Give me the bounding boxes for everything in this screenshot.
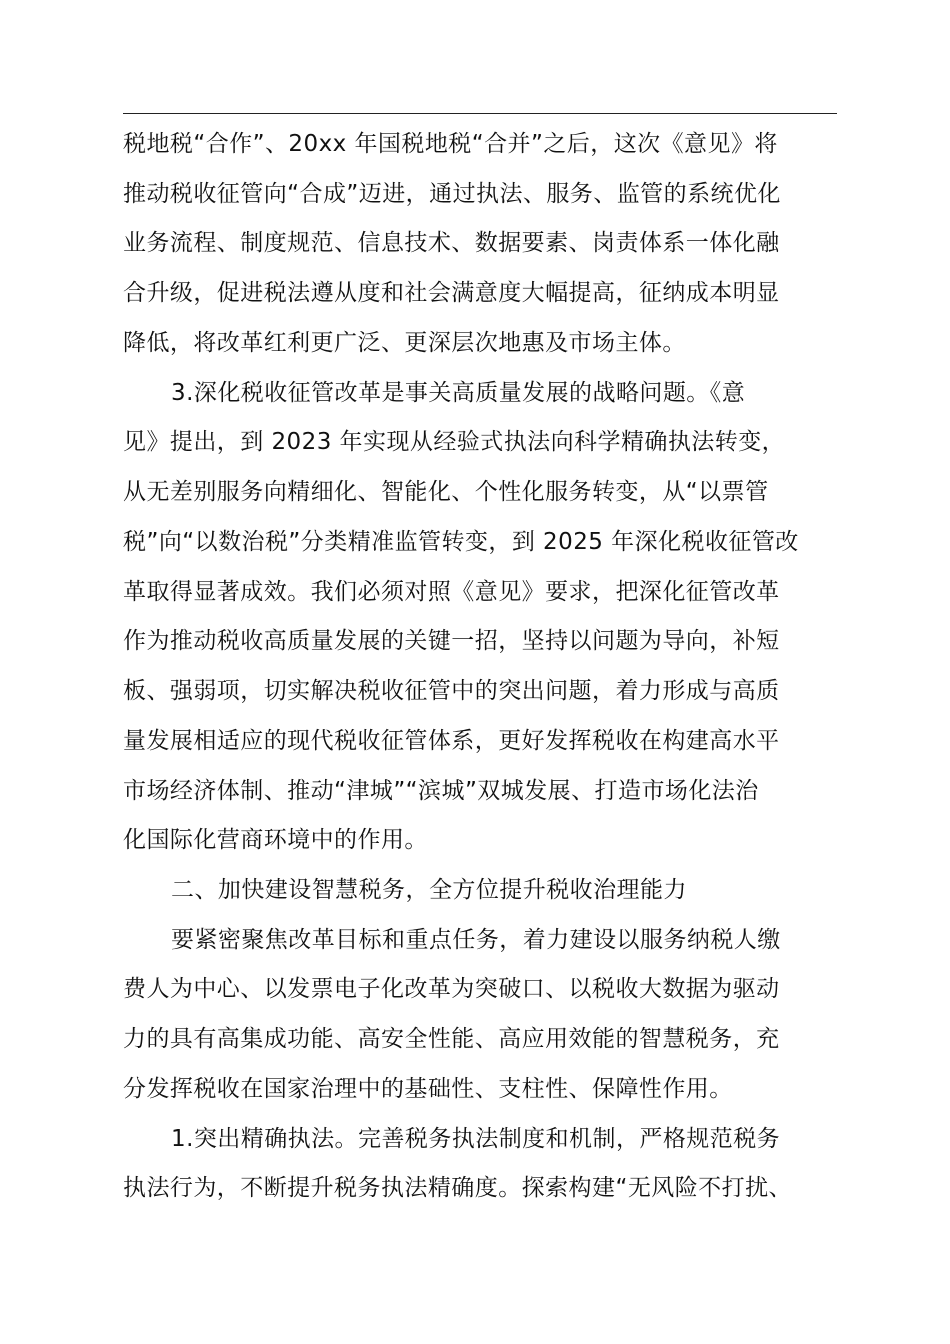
text-line: 合升级，促进税法遵从度和社会满意度大幅提高，征纳成本明显 bbox=[123, 280, 780, 306]
section-heading: 二、加快建设智慧税务，全方位提升税收治理能力 bbox=[171, 877, 687, 903]
text-line: 业务流程、制度规范、信息技术、数据要素、岗责体系一体化融 bbox=[123, 230, 780, 256]
text-line: 化国际化营商环境中的作用。 bbox=[123, 827, 428, 853]
text-line: 费人为中心、以发票电子化改革为突破口、以税收大数据为驱动 bbox=[123, 976, 780, 1002]
text-line: 板、强弱项，切实解决税收征管中的突出问题，着力形成与高质 bbox=[123, 678, 780, 704]
paragraph-start-line: 1.突出精确执法。完善税务执法制度和机制，严格规范税务 bbox=[171, 1126, 781, 1152]
text-line: 从无差别服务向精细化、智能化、个性化服务转变，从“以票管 bbox=[123, 479, 769, 505]
text-line: 革取得显著成效。我们必须对照《意见》要求，把深化征管改革 bbox=[123, 579, 780, 605]
text-line: 分发挥税收在国家治理中的基础性、支柱性、保障性作用。 bbox=[123, 1076, 733, 1102]
text-line: 力的具有高集成功能、高安全性能、高应用效能的智慧税务，充 bbox=[123, 1026, 780, 1052]
text-line: 市场经济体制、推动“津城”“滨城”双城发展、打造市场化法治 bbox=[123, 778, 759, 804]
header-rule bbox=[123, 113, 837, 114]
paragraph-start-line: 3.深化税收征管改革是事关高质量发展的战略问题。《意 bbox=[171, 380, 746, 406]
text-line: 税地税“合作”、20xx 年国税地税“合并”之后，这次《意见》将 bbox=[123, 131, 778, 157]
text-line: 见》提出，到 2023 年实现从经验式执法向科学精确执法转变， bbox=[123, 429, 786, 455]
text-line: 推动税收征管向“合成”迈进，通过执法、服务、监管的系统优化 bbox=[123, 181, 781, 207]
paragraph-start-line: 要紧密聚焦改革目标和重点任务，着力建设以服务纳税人缴 bbox=[171, 927, 781, 953]
text-line: 降低，将改革红利更广泛、更深层次地惠及市场主体。 bbox=[123, 330, 686, 356]
text-line: 税”向“以数治税”分类精准监管转变，到 2025 年深化税收征管改 bbox=[123, 529, 799, 555]
text-line: 量发展相适应的现代税收征管体系，更好发挥税收在构建高水平 bbox=[123, 728, 780, 754]
text-line: 执法行为，不断提升税务执法精确度。探索构建“无风险不打扰、 bbox=[123, 1175, 792, 1201]
text-line: 作为推动税收高质量发展的关键一招，坚持以问题为导向，补短 bbox=[123, 628, 780, 654]
